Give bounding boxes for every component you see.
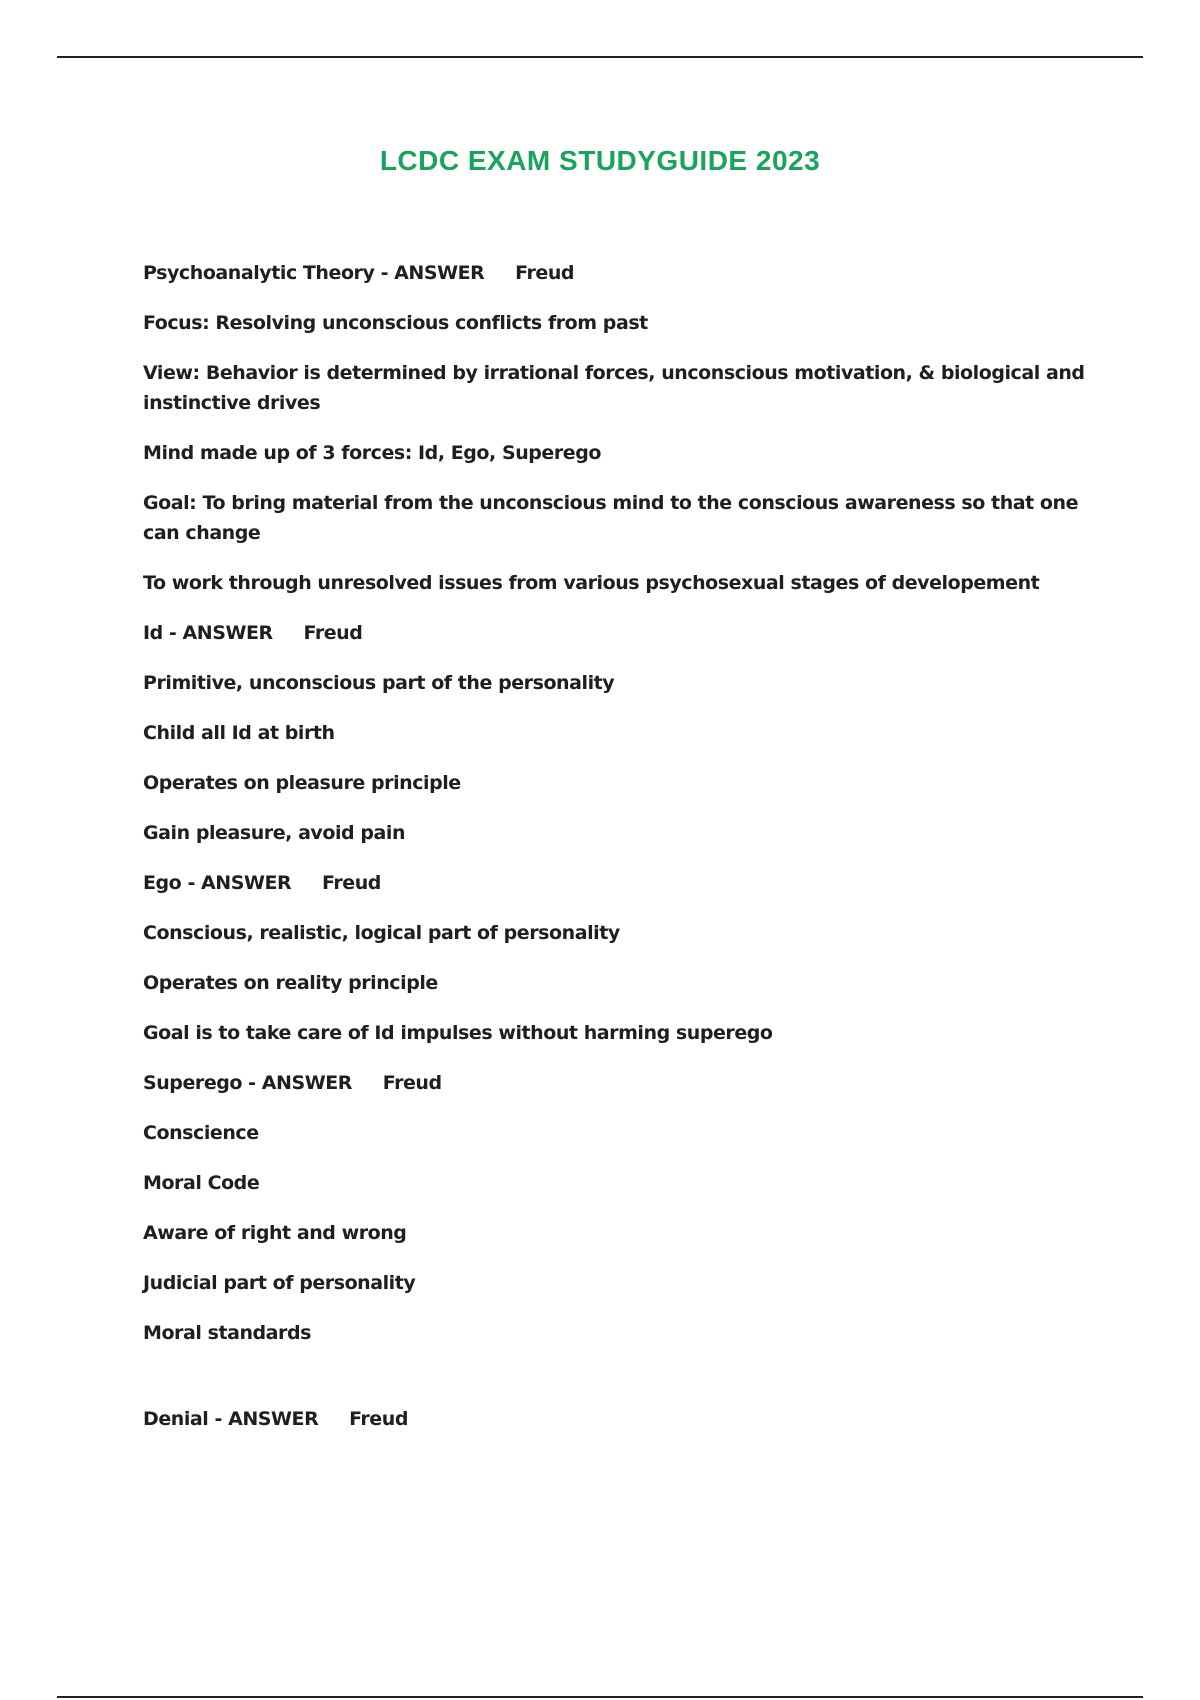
text-line: Goal: To bring material from the unconscious mind to the conscious awareness so that one can change [143, 492, 1085, 544]
text-line: Denial - ANSWER Freud [143, 1408, 408, 1430]
text-line: Psychoanalytic Theory - ANSWER Freud [143, 262, 575, 284]
text-line: Primitive, unconscious part of the personality [143, 672, 615, 694]
text-line: Moral Code [143, 1172, 260, 1194]
text-line: View: Behavior is determined by irrational forces, unconscious motivation, & biological and instinctive drives [143, 362, 1091, 414]
text-line: Operates on reality principle [143, 972, 438, 994]
study-guide-body [143, 258, 1101, 1454]
text-line: Judicial part of personality [143, 1272, 416, 1294]
bottom-rule [57, 1696, 1143, 1698]
page-title: LCDC EXAM STUDYGUIDE 2023 [379, 145, 821, 176]
text-line: Child all Id at birth [143, 722, 335, 744]
text-line: Superego - ANSWER Freud [143, 1072, 442, 1094]
text-line: Moral standards [143, 1322, 311, 1344]
top-rule [57, 56, 1143, 58]
text-line: To work through unresolved issues from various psychosexual stages of developement [143, 572, 1040, 594]
text-line: Conscience [143, 1122, 259, 1144]
text-line: Conscious, realistic, logical part of personality [143, 922, 620, 944]
text-line: Goal is to take care of Id impulses without harming superego [143, 1022, 773, 1044]
text-line: Gain pleasure, avoid pain [143, 822, 406, 844]
text-line: Operates on pleasure principle [143, 772, 461, 794]
text-line: Focus: Resolving unconscious conflicts from past [143, 312, 648, 334]
text-line: Aware of right and wrong [143, 1222, 407, 1244]
text-line: Id - ANSWER Freud [143, 622, 363, 644]
text-line: Mind made up of 3 forces: Id, Ego, Superego [143, 442, 601, 464]
text-line: Ego - ANSWER Freud [143, 872, 381, 894]
